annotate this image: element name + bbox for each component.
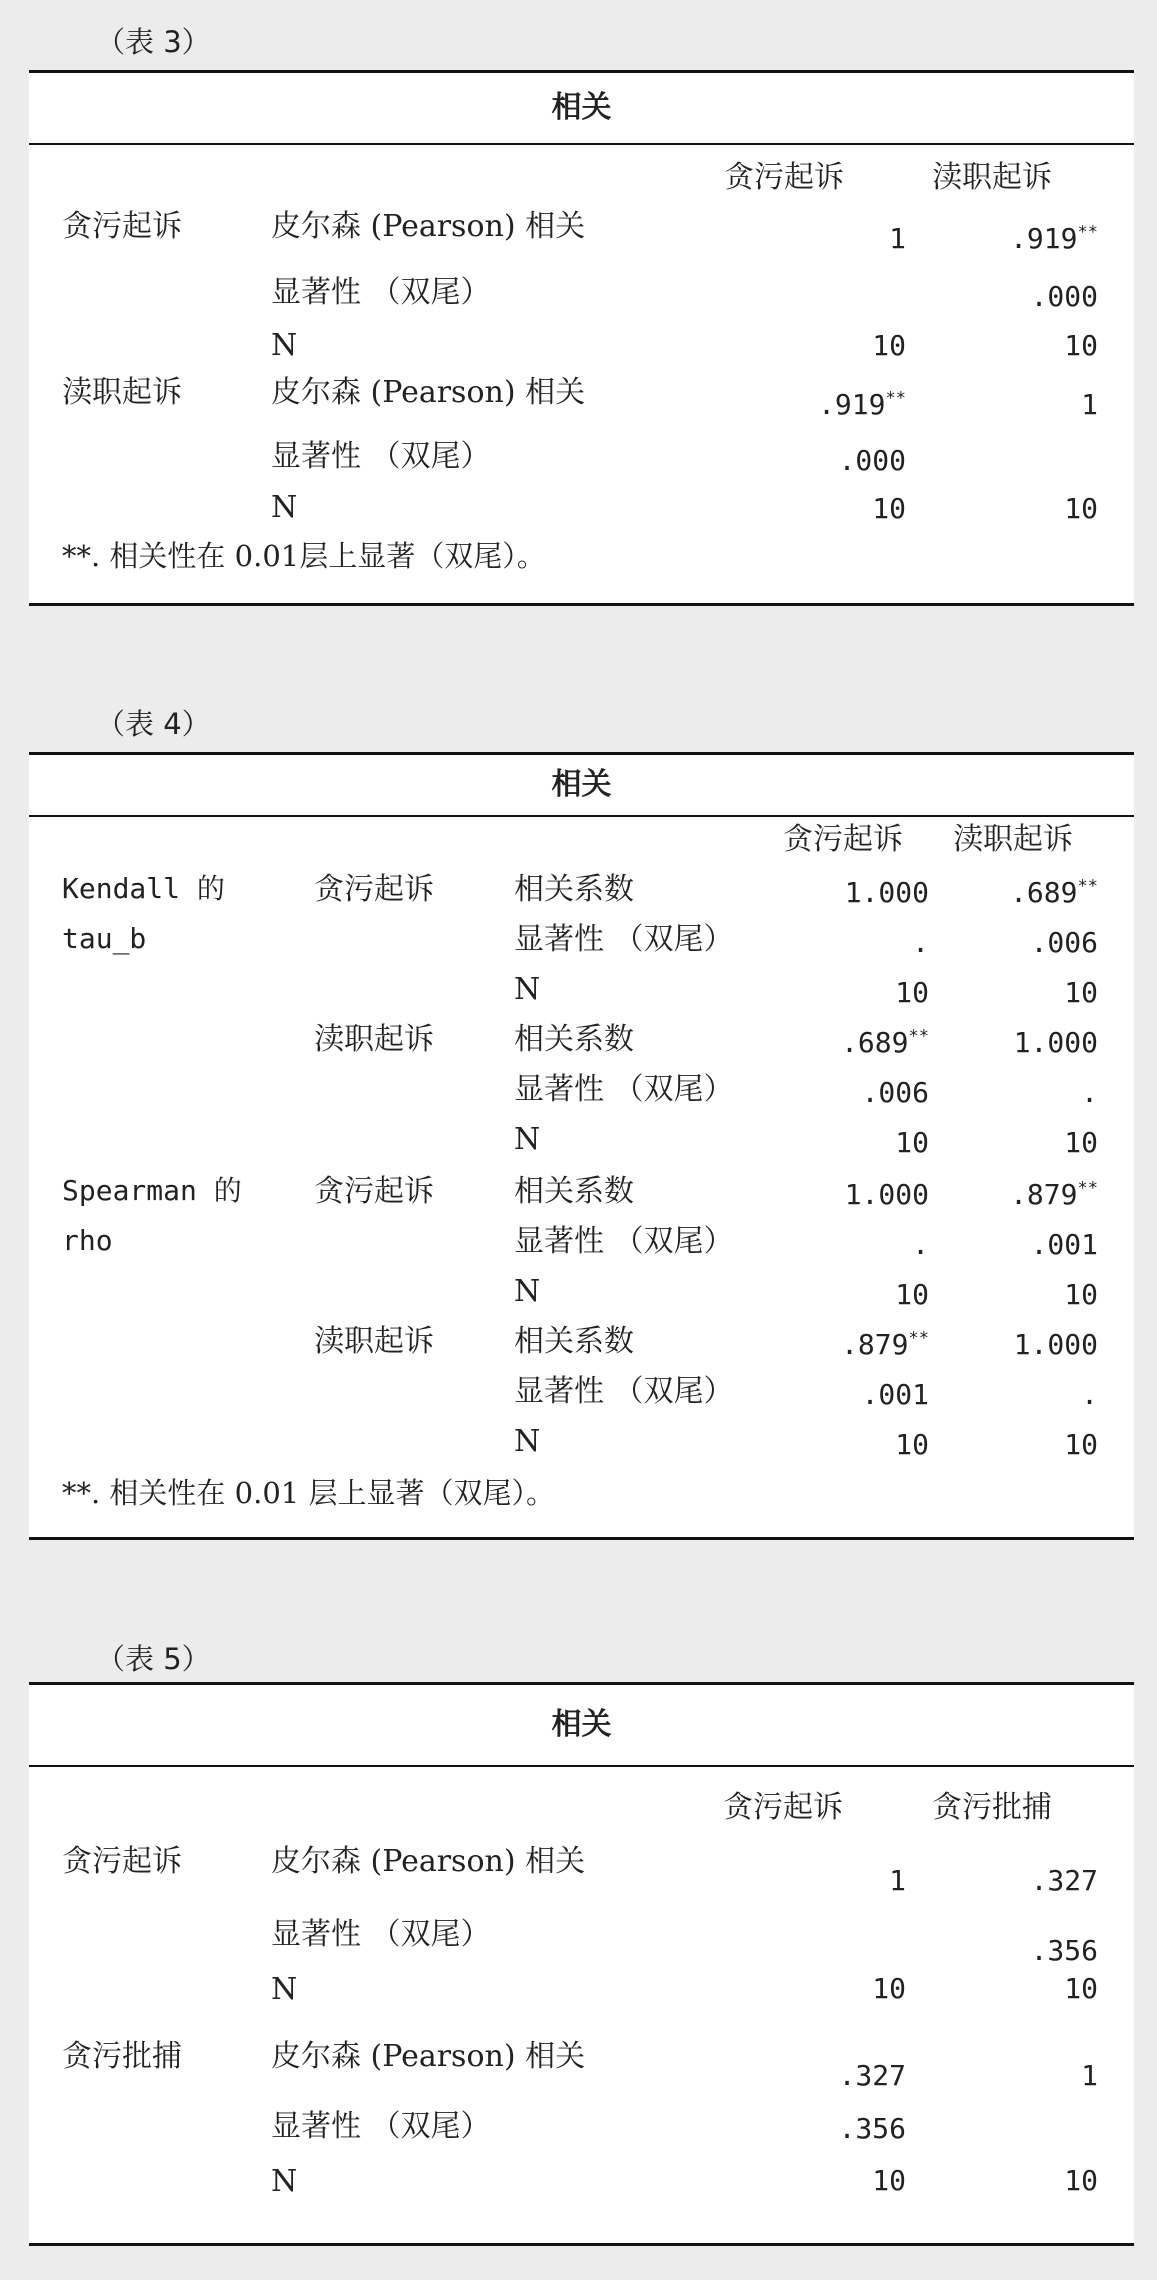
table4-row2-c2-value: .006 <box>1030 926 1098 959</box>
table3-row-label-1: 贪污起诉 <box>62 209 182 244</box>
table4-stat-label: N <box>514 1122 541 1157</box>
table3-r1-sig-c2: .000 <box>1030 280 1098 313</box>
table4-row12-c1-value: 10 <box>895 1428 929 1461</box>
table4-row2-c1-value: . <box>912 926 929 959</box>
table4-row4-c1-sig-mark: ** <box>908 1026 929 1047</box>
table3-pearson-label-2: 皮尔森 (Pearson) 相关 <box>271 375 586 410</box>
table5-n-label-2: N <box>271 2164 298 2199</box>
table5-r1-pearson-c1: 1 <box>889 1864 906 1897</box>
table4-row8-c1 <box>912 1229 929 1261</box>
table4-stat-label: 相关系数 <box>514 872 634 907</box>
table3-r2-n-c1: 10 <box>872 492 906 525</box>
table4-row8-c2 <box>1031 1229 1098 1261</box>
table4-kendall-var1: 贪污起诉 <box>314 872 434 907</box>
table5-r2-n-c1: 10 <box>872 2164 906 2197</box>
table4-row7-c2-sig-mark: ** <box>1077 1178 1098 1199</box>
table4-row12-c2 <box>1064 1429 1098 1461</box>
table4-row4-c1-value: .689 <box>841 1026 909 1059</box>
table4-row9-c2-value: 10 <box>1064 1278 1098 1311</box>
table5-pearson-label-1: 皮尔森 (Pearson) 相关 <box>271 1844 586 1879</box>
table4-row4-c2-value: 1.000 <box>1013 1026 1098 1059</box>
table5-r1-sig-c2: .356 <box>1030 1934 1098 1967</box>
table4-stat-label: 显著性 （双尾） <box>514 1072 734 1107</box>
table5-pearson-label-2: 皮尔森 (Pearson) 相关 <box>271 2039 586 2074</box>
table4-spearman-var2: 渎职起诉 <box>314 1324 434 1359</box>
table4-row2-c1 <box>912 927 929 959</box>
table4-stat-label: 显著性 （双尾） <box>514 1224 734 1259</box>
table4-stat-label: N <box>514 1424 541 1459</box>
table4-row1-c1-value: 1.000 <box>844 876 929 909</box>
table3-r1-pearson-c2-value: .919 <box>1010 222 1078 255</box>
table3-pearson-label-1: 皮尔森 (Pearson) 相关 <box>271 209 586 244</box>
table4-row11-c2-value: . <box>1081 1378 1098 1411</box>
table5-title: 相关 <box>29 1685 1134 1767</box>
table5-r2-pearson-c1: .327 <box>838 2059 906 2092</box>
table3-r1-pearson-c2 <box>1010 223 1098 255</box>
table4-row4-c1 <box>841 1027 929 1059</box>
table4-row6-c1-value: 10 <box>895 1126 929 1159</box>
table4-spearman-var1: 贪污起诉 <box>314 1174 434 1209</box>
table4-row7-c2 <box>1010 1179 1098 1211</box>
table4-row11-c1-value: .001 <box>861 1378 929 1411</box>
table4-row3-c1 <box>895 977 929 1009</box>
table3-r2-pearson-c2: 1 <box>1081 388 1098 421</box>
table4-row6-c2 <box>1064 1127 1098 1159</box>
table4-col-header-1: 贪污起诉 <box>783 822 903 857</box>
table3-sig-label-1: 显著性 （双尾） <box>271 275 491 310</box>
table4-row1-c2-sig-mark: ** <box>1077 876 1098 897</box>
table5-r2-n-c2: 10 <box>1064 2164 1098 2197</box>
table5-r1-n-c1: 10 <box>872 1972 906 2005</box>
table4-row7-c1-value: 1.000 <box>844 1178 929 1211</box>
table5-col-header-2: 贪污批捕 <box>932 1790 1052 1825</box>
table3-r2-sig-c1: .000 <box>838 444 906 477</box>
table4-row1-c1 <box>845 877 929 909</box>
table3-row-label-2: 渎职起诉 <box>62 375 182 410</box>
table5-caption: （表 5） <box>96 1642 211 1676</box>
table5 <box>29 1682 1134 2246</box>
table3-n-label-1: N <box>271 328 298 363</box>
table5-r2-sig-c1: .356 <box>838 2112 906 2145</box>
table3-r2-pearson-c1-value: .919 <box>818 388 886 421</box>
table4-row3-c1-value: 10 <box>895 976 929 1009</box>
table4-row4-c2 <box>1014 1027 1098 1059</box>
table3-col-header-2: 渎职起诉 <box>932 160 1052 195</box>
table4-stat-label: 相关系数 <box>514 1022 634 1057</box>
table4-row9-c1-value: 10 <box>895 1278 929 1311</box>
table4-caption: （表 4） <box>96 707 211 741</box>
table4-row7-c2-value: .879 <box>1010 1178 1078 1211</box>
table3-sig-label-2: 显著性 （双尾） <box>271 439 491 474</box>
table5-sig-label-1: 显著性 （双尾） <box>271 1917 491 1952</box>
table5-r2-pearson-c2: 1 <box>1081 2059 1098 2092</box>
table4-stat-label: N <box>514 1274 541 1309</box>
table3-caption: （表 3） <box>96 25 211 59</box>
table4-stat-label: 显著性 （双尾） <box>514 922 734 957</box>
table3-r1-n-c1: 10 <box>872 329 906 362</box>
table4-row10-c2 <box>1014 1329 1098 1361</box>
table4-row10-c1-sig-mark: ** <box>908 1328 929 1349</box>
table4-row11-c2 <box>1081 1379 1098 1411</box>
table4-row5-c2-value: . <box>1081 1076 1098 1109</box>
table4-row12-c2-value: 10 <box>1064 1428 1098 1461</box>
table4-row1-c2 <box>1010 877 1098 909</box>
table3-footnote: **. 相关性在 0.01层上显著（双尾）。 <box>62 539 546 573</box>
table4-row5-c1 <box>862 1077 929 1109</box>
table4-footnote: **. 相关性在 0.01 层上显著（双尾）。 <box>62 1476 555 1510</box>
table4-row6-c1 <box>895 1127 929 1159</box>
table4-row2-c2 <box>1031 927 1098 959</box>
table3-n-label-2: N <box>271 490 298 525</box>
table5-r1-n-c2: 10 <box>1064 1972 1098 2005</box>
table4-spearman-label-line2: rho <box>62 1224 113 1257</box>
table4-kendall-var2: 渎职起诉 <box>314 1022 434 1057</box>
table4-row12-c1 <box>895 1429 929 1461</box>
table5-sig-label-2: 显著性 （双尾） <box>271 2109 491 2144</box>
table4-title: 相关 <box>29 755 1134 817</box>
table4-row11-c1 <box>862 1379 929 1411</box>
table5-col-header-1: 贪污起诉 <box>723 1790 843 1825</box>
table4-stat-label: 相关系数 <box>514 1174 634 1209</box>
table3-r1-pearson-c1: 1 <box>889 222 906 255</box>
table4-stat-label: 显著性 （双尾） <box>514 1374 734 1409</box>
table4-row9-c1 <box>895 1279 929 1311</box>
table4-row8-c1-value: . <box>912 1228 929 1261</box>
table4-row6-c2-value: 10 <box>1064 1126 1098 1159</box>
table5-row-label-1: 贪污起诉 <box>62 1844 182 1879</box>
table4-row3-c2-value: 10 <box>1064 976 1098 1009</box>
table4-row5-c2 <box>1081 1077 1098 1109</box>
table5-r1-pearson-c2: .327 <box>1030 1864 1098 1897</box>
table3-r2-pearson-c1-sig-mark: ** <box>885 388 906 409</box>
table4-stat-label: 相关系数 <box>514 1324 634 1359</box>
table3 <box>29 70 1134 606</box>
table4-stat-label: N <box>514 972 541 1007</box>
table4-row10-c2-value: 1.000 <box>1013 1328 1098 1361</box>
table4-kendall-label-line2: tau_b <box>62 922 147 955</box>
table4-row9-c2 <box>1064 1279 1098 1311</box>
table4-kendall-label-line1: Kendall 的 <box>62 872 225 905</box>
table4-spearman-label-line1: Spearman 的 <box>62 1174 242 1207</box>
table5-row-label-2: 贪污批捕 <box>62 2039 182 2074</box>
table3-r2-pearson-c1 <box>818 389 906 421</box>
table3-title: 相关 <box>29 73 1134 145</box>
table3-r1-pearson-c2-sig-mark: ** <box>1077 222 1098 243</box>
table4-row7-c1 <box>845 1179 929 1211</box>
table3-col-header-1: 贪污起诉 <box>724 160 844 195</box>
table4-row10-c1-value: .879 <box>841 1328 909 1361</box>
table3-r1-n-c2: 10 <box>1064 329 1098 362</box>
table4-row1-c2-value: .689 <box>1010 876 1078 909</box>
table4 <box>29 752 1134 1540</box>
table3-r2-n-c2: 10 <box>1064 492 1098 525</box>
table4-row10-c1 <box>841 1329 929 1361</box>
table5-n-label-1: N <box>271 1972 298 2007</box>
table4-row8-c2-value: .001 <box>1030 1228 1098 1261</box>
table4-row3-c2 <box>1064 977 1098 1009</box>
table4-col-header-2: 渎职起诉 <box>953 822 1073 857</box>
table4-row5-c1-value: .006 <box>861 1076 929 1109</box>
